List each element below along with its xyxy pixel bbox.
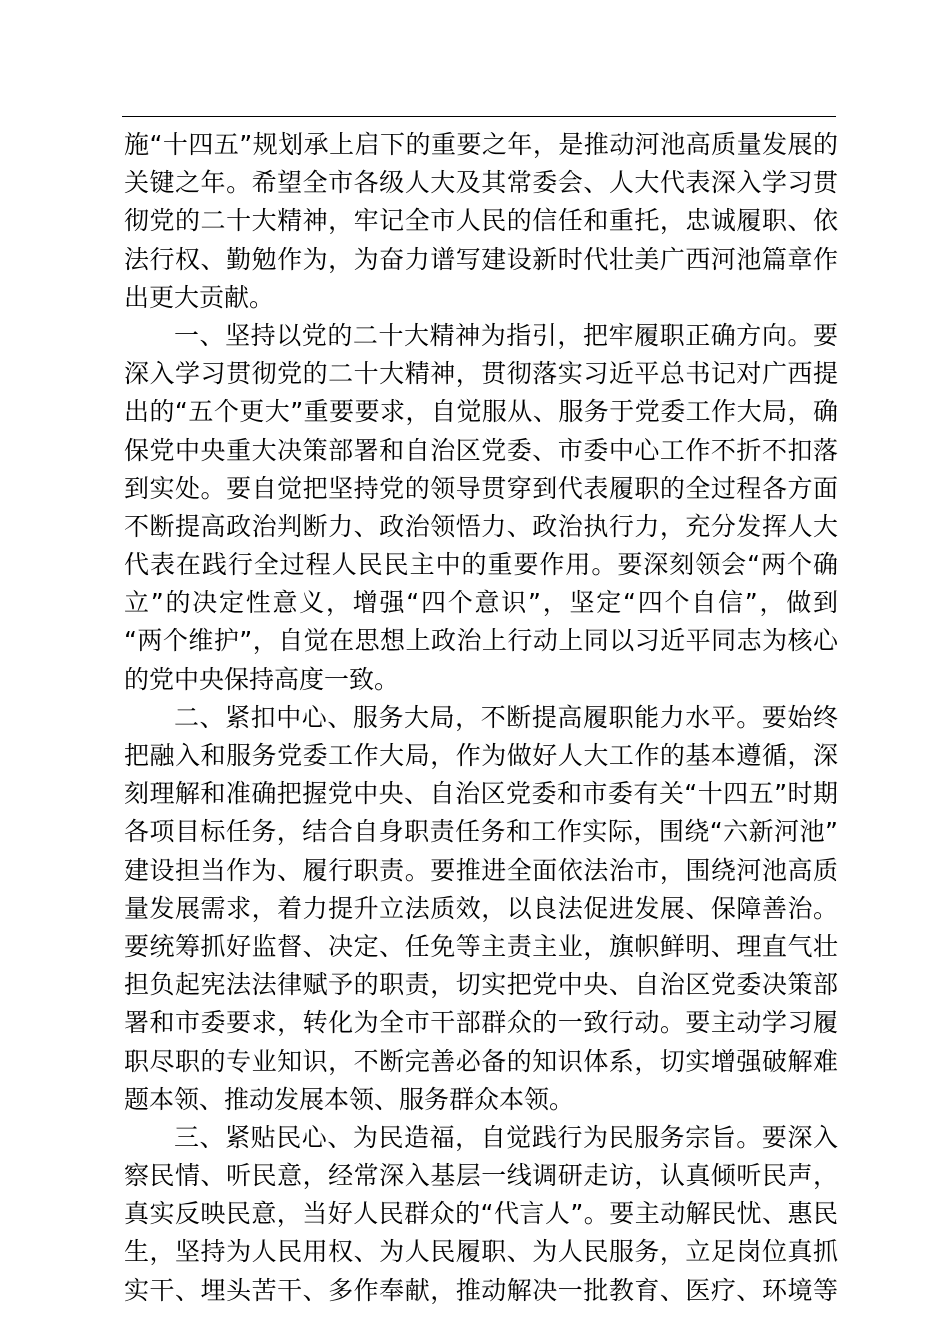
text-line: 三、紧贴民心、为民造福，自觉践行为民服务宗旨。要深入 <box>174 1122 838 1152</box>
text-line: 保党中央重大决策部署和自治区党委、市委中心工作不折不扣落 <box>124 435 838 465</box>
text-line: 要统筹抓好监督、决定、任免等主责主业，旗帜鲜明、理直气壮 <box>124 931 838 961</box>
document-body <box>124 126 838 1310</box>
text-line: 不断提高政治判断力、政治领悟力、政治执行力，充分发挥人大 <box>124 511 838 541</box>
text-line: 到实处。要自觉把坚持党的领导贯穿到代表履职的全过程各方面 <box>124 473 838 503</box>
text-line: 彻党的二十大精神，牢记全市人民的信任和重托，忠诚履职、依 <box>124 206 838 236</box>
text-line: 出更大贡献。 <box>124 282 275 312</box>
text-line: 一、坚持以党的二十大精神为指引，把牢履职正确方向。要 <box>174 320 838 350</box>
text-line: 各项目标任务，结合自身职责任务和工作实际，围绕“六新河池” <box>124 817 838 847</box>
text-line: 法行权、勤勉作为，为奋力谱写建设新时代壮美广西河池篇章作 <box>124 244 838 274</box>
text-line: 真实反映民意，当好人民群众的“代言人”。要主动解民忧、惠民 <box>124 1199 838 1229</box>
text-line: 实干、埋头苦干、多作奉献，推动解决一批教育、医疗、环境等 <box>124 1275 838 1305</box>
text-line: 察民情、听民意，经常深入基层一线调研走访，认真倾听民声， <box>124 1161 838 1191</box>
text-line: 职尽职的专业知识，不断完善必备的知识体系，切实增强破解难 <box>124 1046 838 1076</box>
text-line: 深入学习贯彻党的二十大精神，贯彻落实习近平总书记对广西提 <box>124 359 838 389</box>
text-line: 生，坚持为人民用权、为人民履职、为人民服务，立足岗位真抓 <box>124 1237 838 1267</box>
text-line: 把融入和服务党委工作大局，作为做好人大工作的基本遵循，深 <box>124 741 838 770</box>
text-line: 出的“五个更大”重要要求，自觉服从、服务于党委工作大局，确 <box>124 397 838 427</box>
text-line: 关键之年。希望全市各级人大及其常委会、人大代表深入学习贯 <box>124 168 838 198</box>
paragraph <box>124 126 838 317</box>
paragraph <box>124 1119 838 1310</box>
text-line: 施“十四五”规划承上启下的重要之年，是推动河池高质量发展的 <box>124 130 838 159</box>
text-line: 刻理解和准确把握党中央、自治区党委和市委有关“十四五”时期 <box>124 779 838 809</box>
header-rule <box>122 116 836 117</box>
text-line: 题本领、推动发展本领、服务群众本领。 <box>124 1084 575 1114</box>
paragraph <box>124 317 838 699</box>
paragraph <box>124 699 838 1119</box>
text-line: 立”的决定性意义，增强“四个意识”，坚定“四个自信”，做到 <box>124 588 838 618</box>
text-line: 的党中央保持高度一致。 <box>124 664 400 694</box>
text-line: 量发展需求，着力提升立法质效，以良法促进发展、保障善治。 <box>124 893 838 923</box>
text-line: 建设担当作为、履行职责。要推进全面依法治市，围绕河池高质 <box>124 855 838 885</box>
text-line: “两个维护”，自觉在思想上政治上行动上同以习近平同志为核心 <box>124 626 838 656</box>
text-line: 署和市委要求，转化为全市干部群众的一致行动。要主动学习履 <box>124 1008 838 1038</box>
text-line: 二、紧扣中心、服务大局，不断提高履职能力水平。要始终 <box>174 702 838 732</box>
text-line: 代表在践行全过程人民民主中的重要作用。要深刻领会“两个确 <box>124 550 838 580</box>
text-line: 担负起宪法法律赋予的职责，切实把党中央、自治区党委决策部 <box>124 970 838 1000</box>
